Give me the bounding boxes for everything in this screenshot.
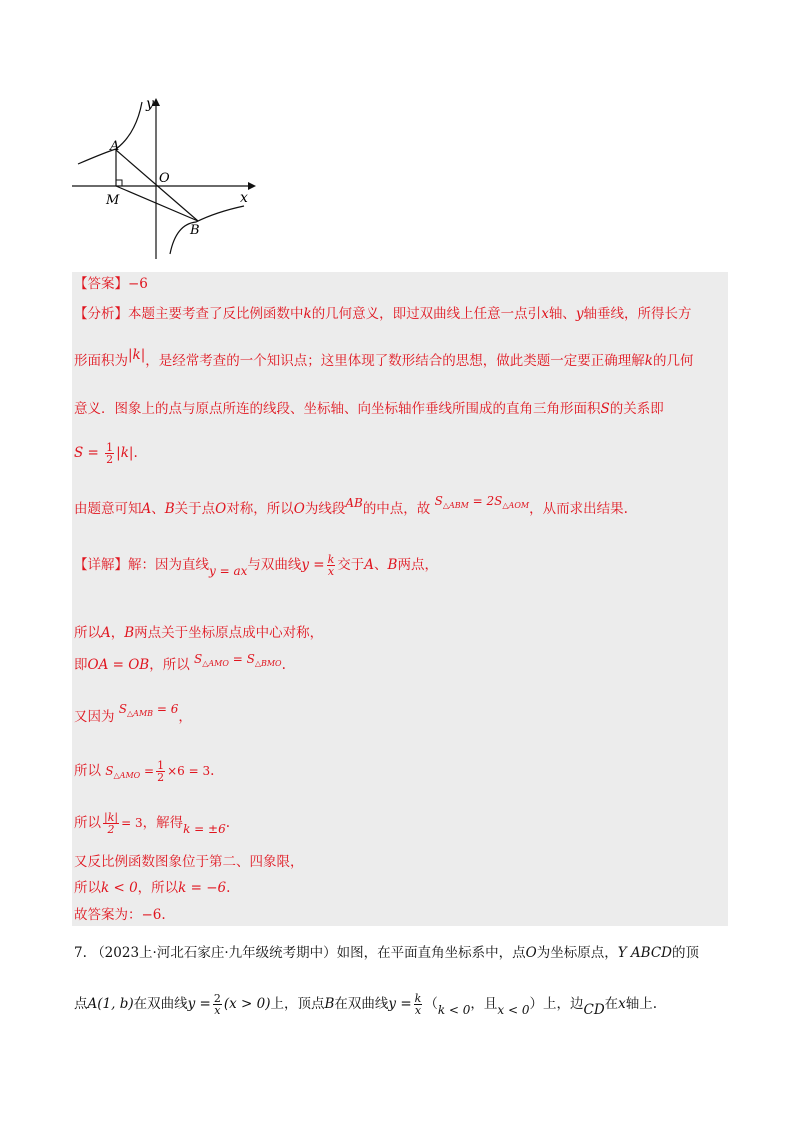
hyperbola-figure — [66, 94, 266, 264]
label-B: B — [190, 223, 200, 238]
detail-line-1: 【详解】解：因为直线y = ax与双曲线y = $\frac{k}{x}$ 交于A、B两点， — [74, 553, 438, 578]
analysis-line-3: 意义．图象上的点与原点所连的线段、坐标轴、向坐标轴作垂线所围成的直角三角形面积S的关系即 — [74, 401, 664, 417]
area-formula: $S_{\triangle ABM} = 2S_{\triangle AOM}$ — [434, 494, 530, 510]
label-x: x — [240, 190, 248, 206]
label-y: y — [146, 96, 154, 112]
fraction-k-over-x: $\frac{k}{x}$ — [327, 553, 335, 578]
detail-line-6: 所以 $\frac{|k|}{2}$ = 3，解得k = ±6. — [74, 811, 231, 836]
detail-line-7: 又反比例函数图象位于第二、四象限， — [74, 854, 304, 870]
fraction-2-over-x: $\frac{2}{x}$ — [213, 992, 221, 1017]
detail-line-5: 所以 $S_{\triangle AMO}$ = $\frac{1}{2}$ ×6 = 3. — [74, 759, 215, 784]
analysis-line-1: 【分析】本题主要考查了反比例函数中k的几何意义，即过双曲线上任意一点引x轴、y轴垂线，所得长方 — [74, 306, 692, 322]
question-7-line-1: 7. （2023上·河北石家庄·九年级统考期中）如图，在平面直角坐标系中，点O为坐标原点，Y ABCD的顶 — [74, 945, 699, 961]
label-A: A — [110, 139, 120, 154]
analysis-formula-line: S = $\frac{1}{2}$ |k|. — [74, 441, 138, 466]
area-equality: $S_{\triangle AMO} = S_{\triangle BMO}$ — [194, 652, 282, 668]
detail-line-2: 所以A，B两点关于坐标原点成中心对称， — [74, 625, 324, 641]
label-M: M — [106, 193, 120, 208]
label-O: O — [159, 171, 170, 186]
question-7-line-2: 点A(1, b)在双曲线y = $\frac{2}{x}$ (x > 0)上，顶点B在双曲线y = $\frac{k}{x}$ （k < 0，且x < 0）上，边CD在x轴上. — [74, 992, 658, 1018]
analysis-line-5: 由题意可知A、B关于点O对称，所以O为线段AB的中点，故 $S_{\triangle ABM} = 2S_{\triangle AOM}$，从而求出结果. — [74, 494, 628, 517]
hyperbola-branch-left — [78, 102, 142, 164]
right-angle-mark — [116, 180, 122, 186]
answer-line: 【答案】−6 — [74, 276, 148, 292]
x-axis-arrow — [248, 182, 256, 190]
fraction-absk-over-2: $\frac{|k|}{2}$ — [104, 811, 119, 836]
fraction-one-half: $\frac{1}{2}$ — [106, 441, 114, 466]
fraction-half: $\frac{1}{2}$ — [157, 759, 165, 784]
analysis-line-2: 形面积为|k|，是经常考查的一个知识点；这里体现了数形结合的思想，做此类题一定要正确理解k的几何 — [74, 347, 694, 369]
detail-line-3: 即OA = OB，所以 $S_{\triangle AMO} = S_{\triangle BMO}$. — [74, 652, 286, 673]
area-AMB: $S_{\triangle AMB} = 6$ — [118, 702, 179, 718]
detail-line-9: 故答案为：−6. — [74, 907, 166, 923]
line-MB — [116, 186, 198, 221]
area-AMO: $S_{\triangle AMO}$ = — [105, 764, 155, 780]
detail-line-4: 又因为 $S_{\triangle AMB} = 6$， — [74, 702, 192, 725]
fraction-k-over-x-q7: $\frac{k}{x}$ — [414, 992, 422, 1017]
detail-line-8: 所以k < 0，所以k = −6. — [74, 880, 231, 896]
